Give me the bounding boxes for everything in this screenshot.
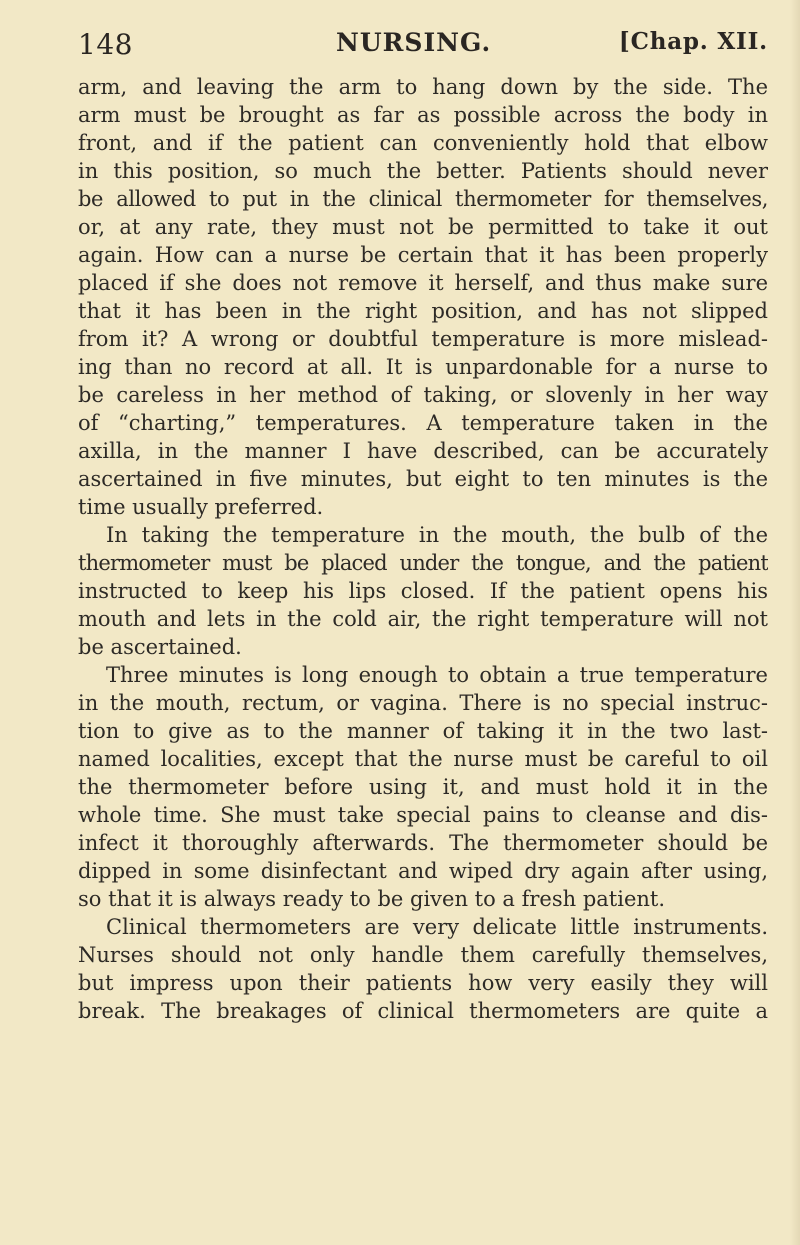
text-line-27: whole time. She must take special pains to cleanse and dis-: [78, 803, 768, 827]
text-line-5: be allowed to put in the clinical thermometer for themselves,: [78, 187, 768, 211]
text-line-12: be careless in her method of taking, or slovenly in her way: [78, 383, 768, 407]
body-text: [78, 73, 768, 1025]
page-number: 148: [78, 28, 133, 61]
text-line-13: of “charting,” temperatures. A temperature taken in the: [78, 411, 768, 435]
text-line-25: named localities, except that the nurse must be careful to oil: [78, 747, 768, 771]
text-line-34: break. The breakages of clinical thermometers are quite a: [78, 999, 768, 1023]
text-line-23: in the mouth, rectum, or vagina. There is no special instruc-: [78, 691, 768, 715]
text-line-9: that it has been in the right position, and has not slipped: [78, 299, 768, 323]
text-line-8: placed if she does not remove it herself, and thus make sure: [78, 271, 768, 295]
text-line-31: Clinical thermometers are very delicate little instruments.: [106, 915, 768, 939]
text-line-11: ing than no record at all. It is unpardonable for a nurse to: [78, 355, 768, 379]
text-line-14: axilla, in the manner I have described, can be accurately: [78, 439, 768, 463]
running-head: [78, 18, 768, 61]
text-line-24: tion to give as to the manner of taking it in the two last-: [78, 719, 768, 743]
text-line-19: instructed to keep his lips closed. If the patient opens his: [78, 579, 768, 603]
text-line-33: but impress upon their patients how very easily they will: [78, 971, 768, 995]
text-line-1: arm, and leaving the arm to hang down by the side. The: [78, 75, 768, 99]
text-line-2: arm must be brought as far as possible across the body in: [78, 103, 768, 127]
book-title: NURSING.: [336, 28, 492, 57]
page-edge-shadow: [790, 0, 800, 1245]
text-line-21: be ascertained.: [78, 635, 242, 659]
text-line-29: dipped in some disinfectant and wiped dry again after using,: [78, 859, 768, 883]
text-line-15: ascertained in five minutes, but eight to ten minutes is the: [78, 467, 768, 491]
text-line-26: the thermometer before using it, and must hold it in the: [78, 775, 768, 799]
text-line-6: or, at any rate, they must not be permitted to take it out: [78, 215, 768, 239]
text-line-20: mouth and lets in the cold air, the right temperature will not: [78, 607, 768, 631]
text-line-30: so that it is always ready to be given to a fresh patient.: [78, 887, 666, 911]
text-line-10: from it? A wrong or doubtful temperature is more mislead-: [78, 327, 768, 351]
text-line-18: thermometer must be placed under the tongue, and the patient: [78, 551, 768, 575]
text-line-7: again. How can a nurse be certain that it has been properly: [78, 243, 768, 267]
text-line-32: Nurses should not only handle them carefully themselves,: [78, 943, 768, 967]
text-line-22: Three minutes is long enough to obtain a true temperature: [106, 663, 768, 687]
text-line-16: time usually preferred.: [78, 495, 324, 519]
text-line-17: In taking the temperature in the mouth, the bulb of the: [106, 523, 768, 547]
text-line-4: in this position, so much the better. Patients should never: [78, 159, 768, 183]
text-line-3: front, and if the patient can conveniently hold that elbow: [78, 131, 768, 155]
text-line-28: infect it thoroughly afterwards. The thermometer should be: [78, 831, 768, 855]
chapter-label: [Chap. XII.: [618, 28, 768, 55]
